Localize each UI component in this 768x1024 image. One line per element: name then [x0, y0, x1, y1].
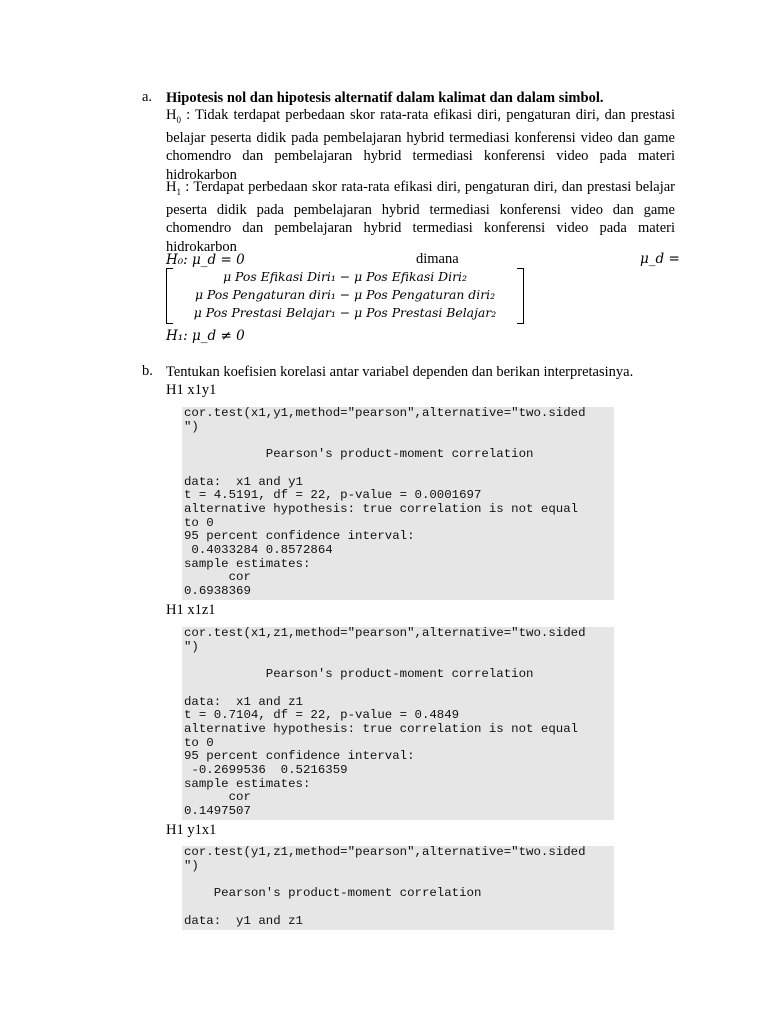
block-label-x1z1: H1 x1z1: [166, 602, 216, 618]
h1-subscript: 1: [176, 186, 181, 197]
matrix-row-prestasi: μ Pos Prestasi Belajar₁ − μ Pos Prestasi Belajar₂: [193, 305, 497, 320]
section-a-heading: Hipotesis nol dan hipotesis alternatif dalam kalimat dan dalam simbol.: [166, 90, 604, 106]
matrix-row-efikasi: μ Pos Efikasi Diri₁ − μ Pos Efikasi Diri₂: [223, 269, 467, 284]
dimana-word: dimana: [416, 251, 459, 267]
mu-d-equals: μ_d =: [640, 251, 680, 267]
r-output: Pearson's product-moment correlation data: y1 and z1: [184, 886, 482, 928]
h0-subscript: 0: [176, 114, 181, 125]
code-block-x1z1: [182, 627, 614, 820]
block-label-y1x1: H1 y1x1: [166, 822, 217, 838]
h0-symbol: H₀: μ_d = 0: [166, 252, 245, 268]
h1-text: : Terdapat perbedaan skor rata-rata efikasi diri, pengaturan diri, dan prestasi belajar peserta didik pada pembelajaran hybrid termediasi konferensi video dan game chomendro dan pembelajaran hybrid termediasi konferensi video pada materi hidrokarbon: [166, 179, 675, 255]
section-b-marker: b.: [142, 363, 153, 379]
matrix-right-bracket: [517, 268, 524, 324]
section-b-instruction: Tentukan koefisien korelasi antar variabel dependen dan berikan interpretasinya.: [166, 364, 634, 380]
h0-paragraph: [166, 106, 675, 184]
r-command: cor.test(x1,z1,method="pearson",alternative="two.sided "): [184, 626, 586, 654]
matrix-row-pengaturan: μ Pos Pengaturan diri₁ − μ Pos Pengaturan diri₂: [194, 287, 496, 302]
h1-label: H: [166, 179, 177, 195]
code-block-y1z1: [182, 846, 614, 930]
section-a-marker: a.: [142, 89, 153, 105]
h0-text: : Tidak terdapat perbedaan skor rata-rata efikasi diri, pengaturan diri, dan prestasi belajar peserta didik pada pembelajaran hybrid termediasi konferensi video dan game chomendro dan pembelajaran hybrid termediasi konferensi video pada materi hidrokarbon: [166, 107, 675, 183]
h1-symbol: H₁: μ_d ≠ 0: [166, 328, 245, 344]
r-command: cor.test(y1,z1,method="pearson",alternative="two.sided "): [184, 845, 586, 873]
matrix-left-bracket: [166, 268, 173, 324]
difference-matrix: [166, 268, 524, 324]
r-command: cor.test(x1,y1,method="pearson",alternative="two.sided "): [184, 406, 586, 434]
h0-label: H: [166, 107, 177, 123]
r-output: Pearson's product-moment correlation data: x1 and z1 t = 0.7104, df = 22, p-value = 0.4849 alternative hypothesis: true correlation is not equal to 0 95 percent confidence interval: -0.2699536 0.5216359 sample estimates: cor 0.1497507: [184, 667, 579, 819]
h1-paragraph: [166, 178, 675, 256]
code-block-x1y1: [182, 407, 614, 600]
block-label-x1y1: H1 x1y1: [166, 382, 217, 398]
r-output: Pearson's product-moment correlation data: x1 and y1 t = 4.5191, df = 22, p-value = 0.0001697 alternative hypothesis: true correlation is not equal to 0 95 percent confidence interval: 0.4033284 0.8572864 sample estimates: cor 0.6938369: [184, 447, 579, 599]
